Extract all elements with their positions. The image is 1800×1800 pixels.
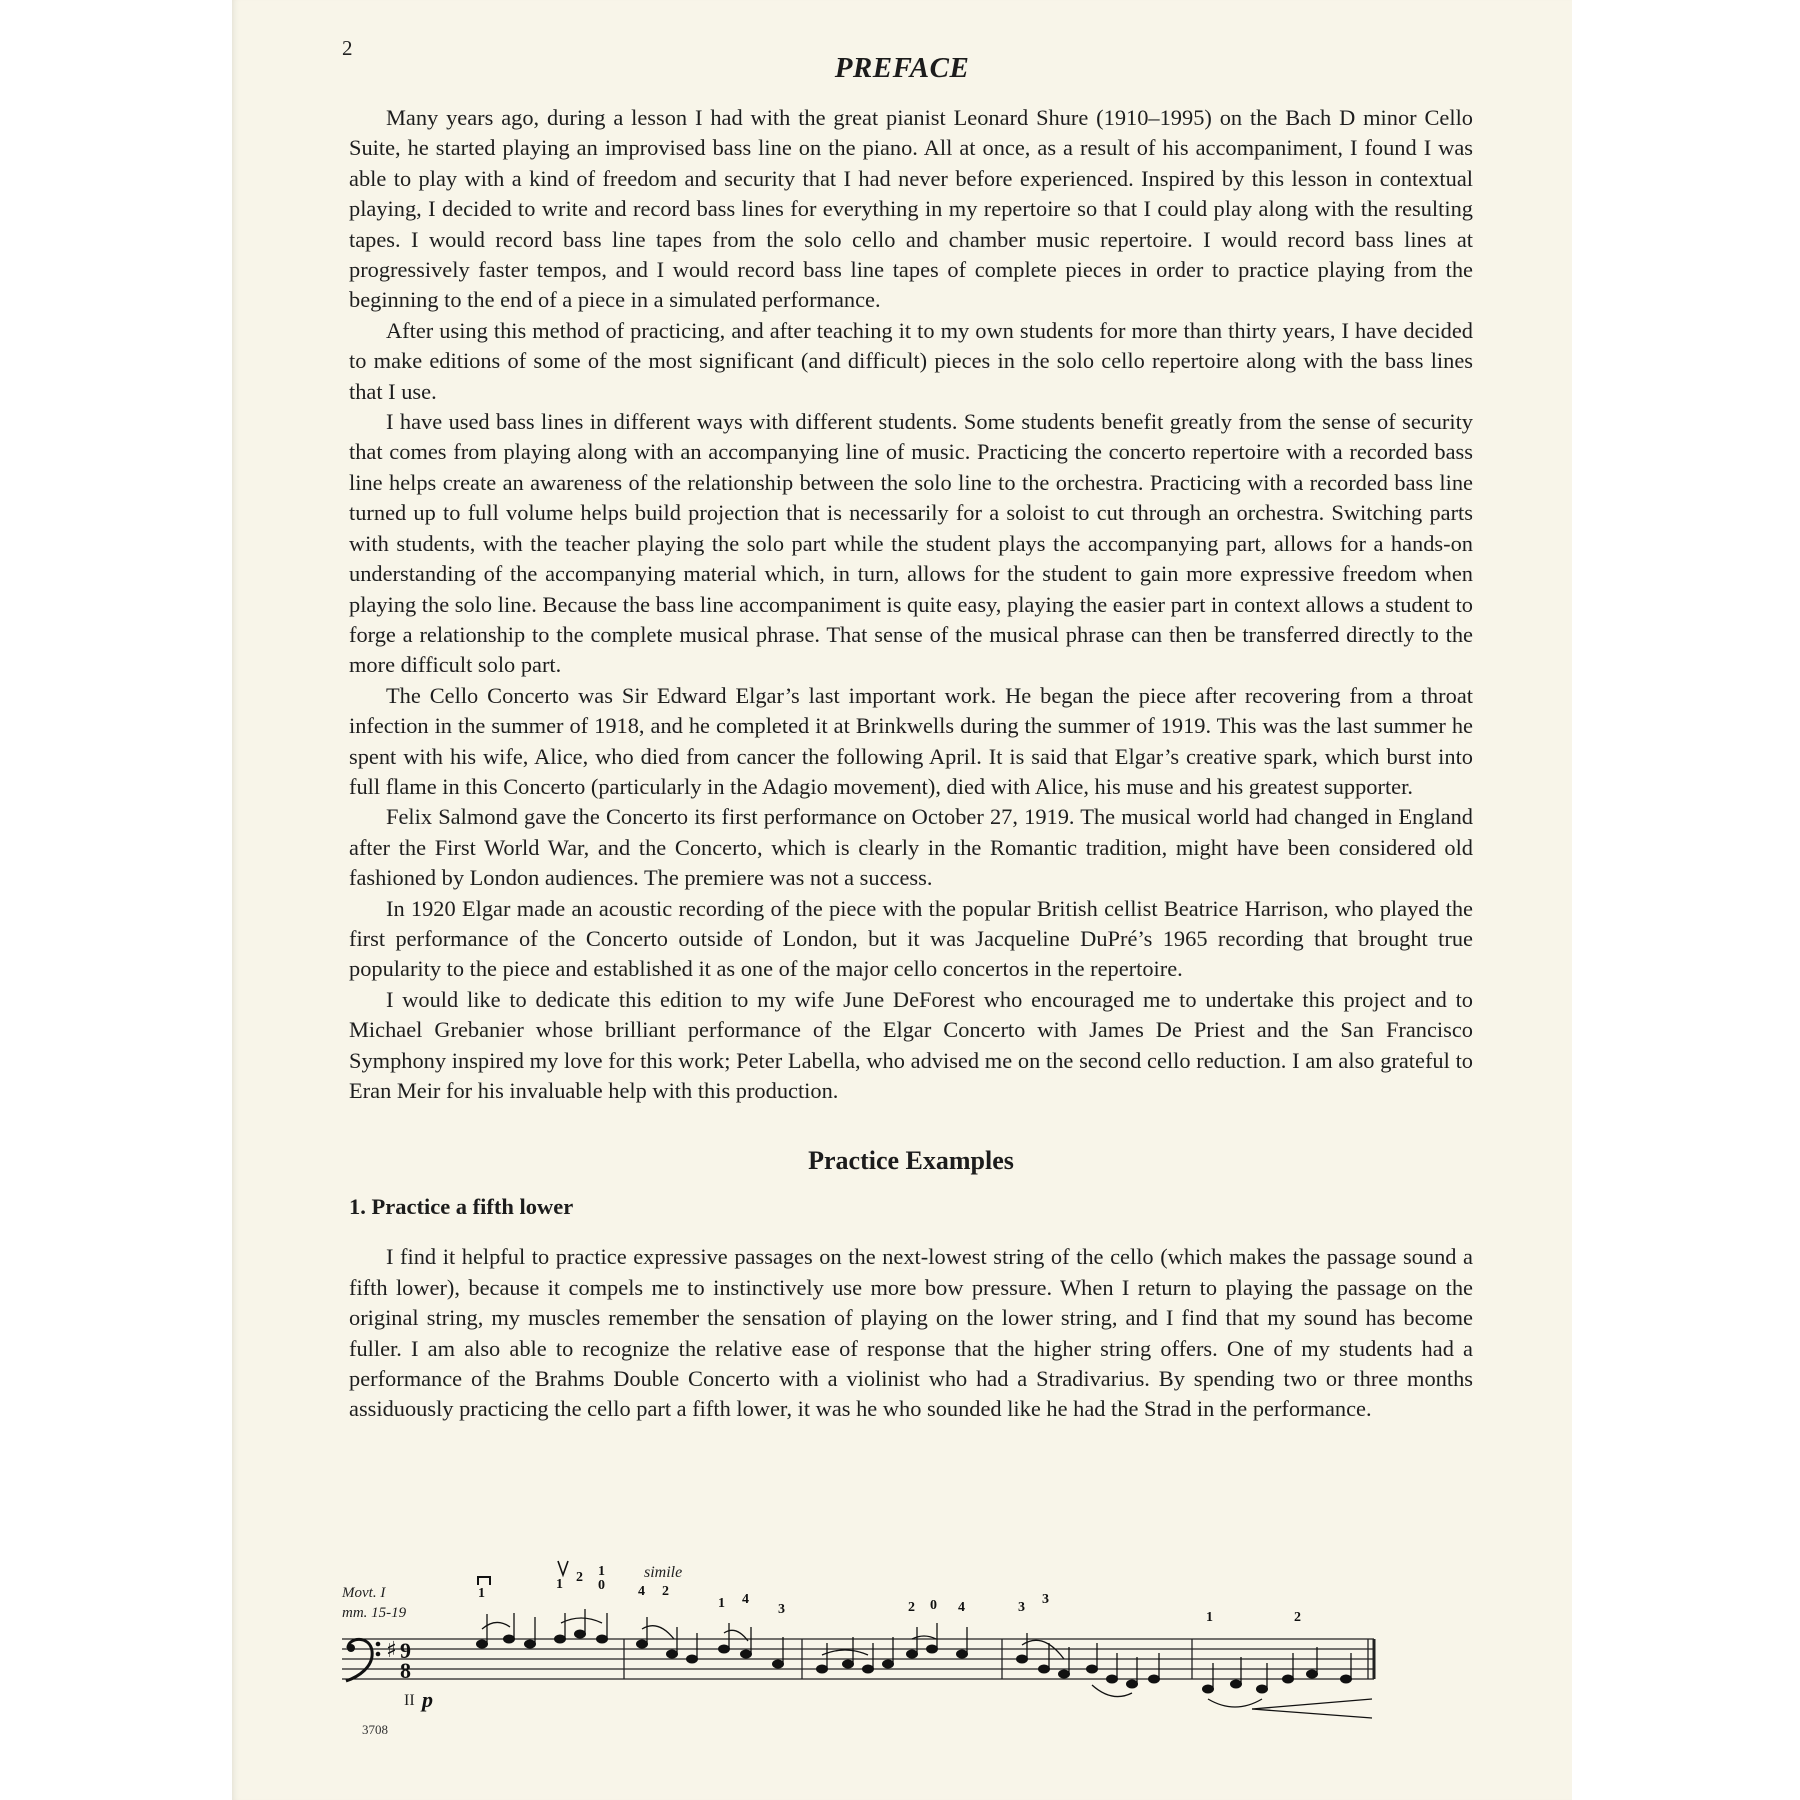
fingering: 0 [598,1578,605,1593]
fingering: 1 [1206,1610,1213,1625]
fingering: 4 [742,1592,749,1607]
note [1307,1670,1318,1678]
fingering: 2 [662,1584,669,1599]
paragraph: I have used bass lines in different ways with different students. Some students benefit greatly from the sense of security that comes from playing along with an accompanying line of music. Practicing the concerto repertoire with a recorded bass line helps create an awareness of the relationship between the solo line to the orchestra. Practicing with a recorded bass line turned up to full volume helps build projection that is necessarily for a soloist to cut through an orchestra. Switching parts with students, with the teacher playing the solo part while the student plays the accompanying part, allows for a hands-on understanding of the accompanying material which, in turn, allows for the student to gain more expressive freedom when playing the solo line. Because the bass line accompaniment is quite easy, playing the easier part in context allows a student to forge a relationship to the complete musical phrase. That sense of the musical phrase can then be transferred directly to the more difficult solo part. [349,409,1473,678]
paragraph: I find it helpful to practice expressive passages on the next-lowest string of the cello (which makes the passage sound a fifth lower), because it compels me to instinctively use more bow pressure. When I return to playing the passage on the original string, my muscles remember the sensation of playing on the lower string, and I find that my sound has become fuller. I am also able to recognize the relative ease of response that the higher string offers. One of my students had a performance of the Brahms Double Concerto with a violinist who had a Stradivarius. By spending two or three months assiduously practicing the cello part a fifth lower, it was he who sounded like he had the Strad in the performance. [349,1244,1473,1422]
staff-lines [342,1639,1374,1679]
notes [477,1609,1352,1693]
subsection-heading: 1. Practice a fifth lower [349,1194,574,1220]
up-bow-icon [558,1561,568,1575]
note [1107,1675,1118,1683]
note [719,1645,730,1653]
note [927,1645,938,1653]
fingering: 4 [638,1584,645,1599]
note [817,1665,828,1673]
note [773,1660,784,1668]
note [1059,1670,1070,1678]
note [1039,1665,1050,1673]
note [863,1665,874,1673]
page-number: 2 [342,36,353,60]
string-marking: II [404,1692,415,1709]
fingering: 2 [1294,1610,1301,1625]
text-body [349,103,1473,1425]
note [575,1630,586,1638]
note [477,1640,488,1648]
fingering: 1 [556,1577,563,1592]
down-bow-icon [478,1577,490,1585]
paragraph: Many years ago, during a lesson I had with the great pianist Leonard Shure (1910–1995) on the Bach D minor Cello Suite, he started playing an improvised bass line on the piano. All at once, as a result of his accompaniment, I found I was able to play with a kind of freedom and security that I had never before experienced. Inspired by this lesson in contextual playing, I decided to write and record bass lines for everything in my repertoire so that I could play along with the resulting tapes. I would record bass line tapes from the solo cello and chamber music repertoire. I would record bass lines at progressively faster tempos, and I would record bass line tapes of complete pieces in order to practice playing from the beginning to the end of a piece in a simulated performance. [349,105,1473,313]
note [1257,1685,1268,1693]
score-page [232,0,1572,1800]
sharp-icon: ♯ [386,1638,397,1663]
paragraph: The Cello Concerto was Sir Edward Elgar’s last important work. He began the piece after recovering from a throat infection in the summer of 1918, and he completed it at Brinkwells during the summer of 1919. This was the last summer he spent with his wife, Alice, who died from cancer the following April. It is said that Elgar’s creative spark, which burst into full flame in this Concerto (particularly in the Adagio movement), died with Alice, his muse and his greatest supporter. [349,682,1473,799]
slurs [482,1618,1262,1707]
expression-marking: simile [644,1564,683,1581]
fingering: 3 [1042,1592,1049,1607]
note [1203,1685,1214,1693]
note [555,1635,566,1643]
note [741,1650,752,1658]
time-signature-bottom: 8 [400,1658,411,1683]
fingering: 2 [908,1600,915,1615]
note [843,1660,854,1668]
note [637,1640,648,1648]
fingering: 1 [478,1586,485,1601]
crescendo-hairpin [1252,1699,1372,1718]
fingering: 0 [930,1598,937,1613]
fingering: 3 [1018,1600,1025,1615]
fingering: 2 [576,1570,583,1585]
note [667,1650,678,1658]
fingering: 1 [598,1564,605,1579]
note [1017,1655,1028,1663]
time-signature-top: 9 [400,1638,411,1663]
fingerings [478,1564,1301,1625]
fingering: 4 [958,1600,965,1615]
fingering: 1 [718,1596,725,1611]
note [1149,1675,1160,1683]
note [883,1660,894,1668]
measures-label: mm. 15-19 [342,1605,407,1621]
note [1283,1675,1294,1683]
music-example [332,1555,1512,1715]
note [504,1635,515,1643]
fingering: 3 [778,1602,785,1617]
music-staff [332,1555,1512,1715]
note [957,1650,968,1658]
note [1087,1665,1098,1673]
paragraph: In 1920 Elgar made an acoustic recording of the piece with the popular British cellist Beatrice Harrison, who played the first performance of the Concerto outside of London, but it was Jacqueline DuPré’s 1965 recording that brought true popularity to the piece and established it as one of the major cello concertos in the repertoire. [349,895,1473,982]
note [687,1655,698,1663]
note [525,1640,536,1648]
note [1341,1675,1352,1683]
dynamic-marking: p [422,1687,433,1712]
bass-clef-icon [346,1639,380,1681]
paragraph: I would like to dedicate this edition to my wife June DeForest who encouraged me to undertake this project and to Michael Grebanier whose brilliant performance of the Elgar Concerto with James De Priest and the San Francisco Symphony inspired my love for this work; Peter Labella, who advised me on the second cello reduction. I am also grateful to Eran Meir for his invaluable help with this production. [349,986,1473,1103]
page-title: PREFACE [834,52,970,84]
note [1127,1680,1138,1688]
note [1231,1680,1242,1688]
movement-label: Movt. I [342,1585,386,1601]
paragraph: Felix Salmond gave the Concerto its first performance on October 27, 1919. The musical world had changed in England after the First World War, and the Concerto, which is clearly in the Romantic tradition, might have been considered old fashioned by London audiences. The premiere was not a success. [349,804,1473,891]
catalog-number: 3708 [362,1722,388,1737]
paragraph: After using this method of practicing, and after teaching it to my own students for more than thirty years, I have decided to make editions of some of the most significant (and difficult) pieces in the solo cello repertoire along with the bass lines that I use. [349,317,1473,404]
note [907,1650,918,1658]
note [597,1635,608,1643]
section-heading: Practice Examples [808,1146,1014,1176]
